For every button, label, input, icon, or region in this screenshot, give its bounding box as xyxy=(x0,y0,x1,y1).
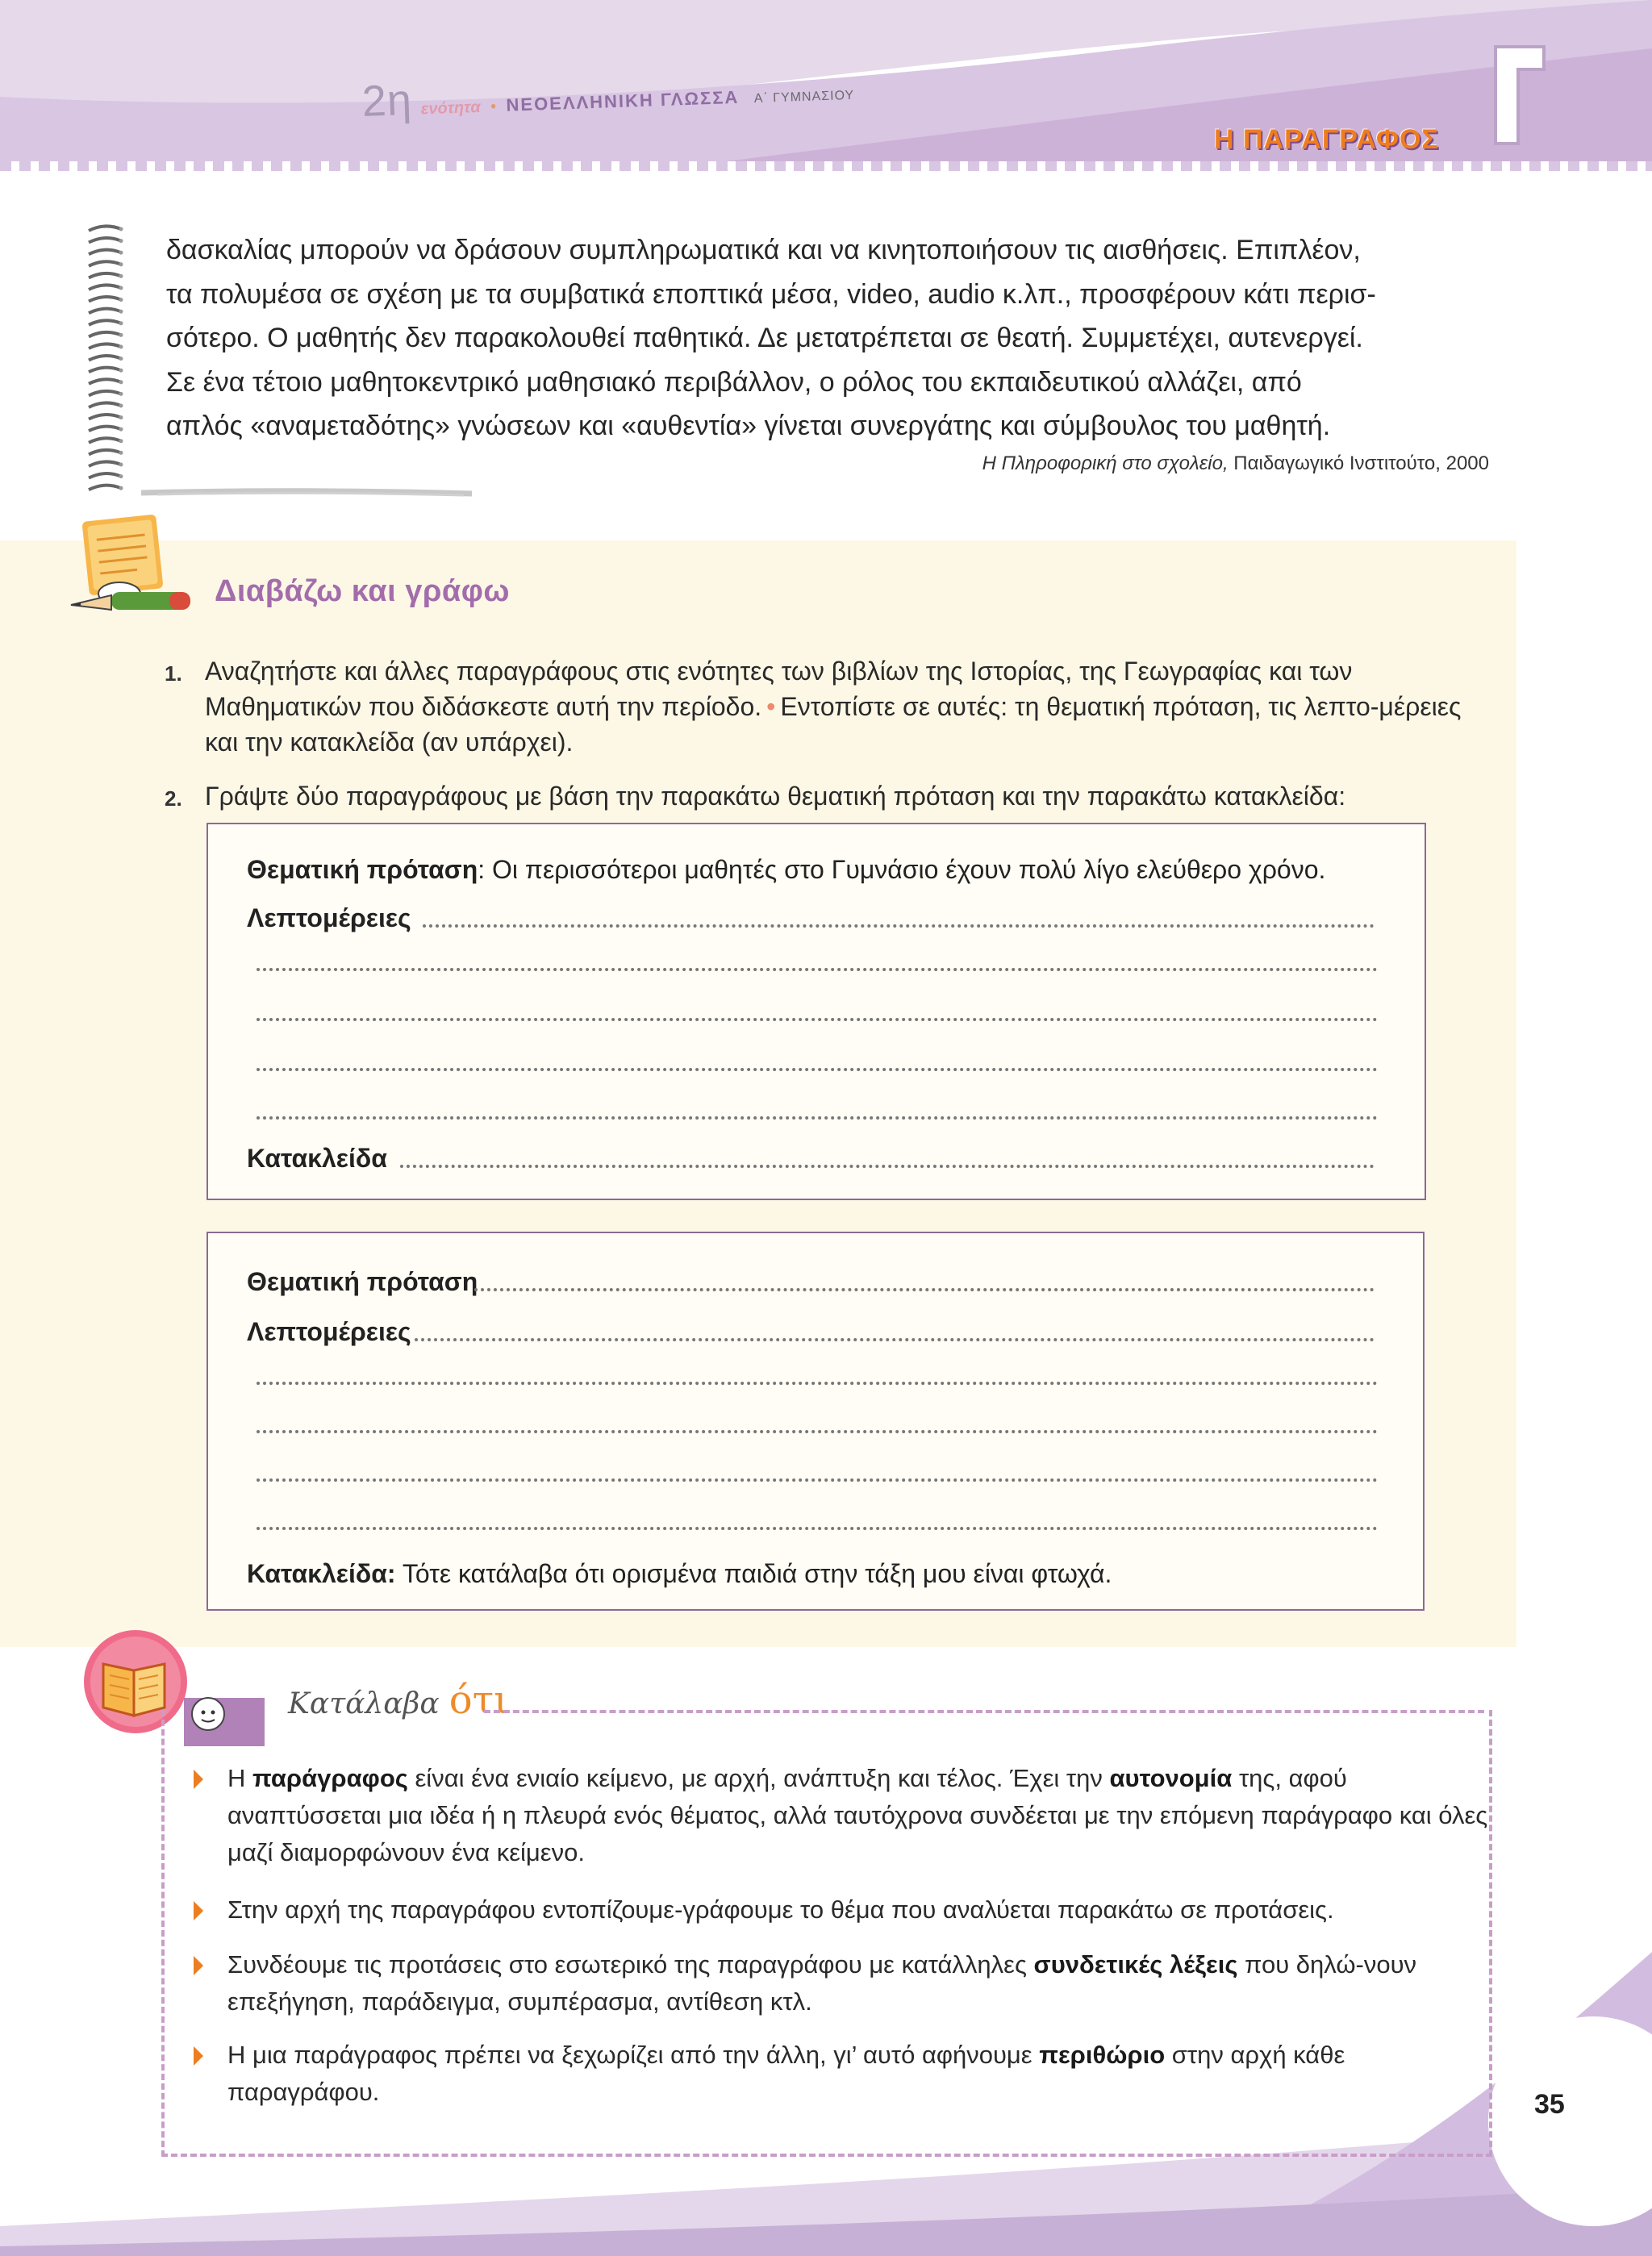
header-dashed-edge xyxy=(0,161,1652,173)
exercise-2-text: Γράψτε δύο παραγράφους με βάση την παρακάτω θεματική πρόταση και την παρακάτω κατακλείδα: xyxy=(205,782,1346,811)
intro-line: απλός «αναμεταδότης» γνώσεων και «αυθεντία» γίνεται συνεργάτης και σύμβουλος του μαθητή. xyxy=(166,411,1331,441)
box2-details-label: Λεπτομέρειες xyxy=(247,1317,411,1346)
intro-text xyxy=(166,228,1489,448)
box1-topic-label: Θεματική πρόταση xyxy=(247,855,478,884)
understood-item-text: Η μια παράγραφος πρέπει να ξεχωρίζει από την άλλη, γι’ αυτό αφήνουμε περιθώριο στην αρχή κάθε παραγράφου. xyxy=(227,2041,1345,2106)
bullet-marker-icon xyxy=(194,1770,203,1789)
box1-conclusion-row xyxy=(247,1144,1376,1174)
box2-conclusion-text: Τότε κατάλαβα ότι ορισμένα παιδιά στην τάξη μου είναι φτωχά. xyxy=(395,1559,1112,1588)
section-letter-icon xyxy=(1491,42,1549,148)
box1-details-row xyxy=(247,903,1376,933)
exercise-2-number: 2. xyxy=(165,786,182,811)
understood-item xyxy=(190,1891,1504,1929)
understood-title-highlight: ότι xyxy=(448,1678,509,1723)
box2-topic-dotted-line[interactable] xyxy=(474,1283,1375,1291)
box2-topic-row xyxy=(247,1267,1376,1297)
box1-details-dotted-line[interactable] xyxy=(423,919,1375,928)
grade-label: Α΄ ΓΥΜΝΑΣΙΟΥ xyxy=(753,88,855,106)
bullet-marker-icon xyxy=(194,2046,203,2066)
box2-details-dotted-line[interactable] xyxy=(415,1333,1375,1341)
understood-item xyxy=(190,1760,1504,1871)
exercise-1-text-b: Εντοπίστε σε αυτές: τη θεματική πρόταση, τις λεπτο-μέρειες και την κατακλείδα (αν υπάρχει). xyxy=(205,692,1462,757)
box1-conclusion-label: Κατακλείδα xyxy=(247,1144,387,1173)
exercise-1-text-a: Αναζητήστε και άλλες παραγράφους στις ενότητες των βιβλίων της Ιστορίας, της Γεωγραφίας και των Μαθηματικών που διδάσκεστε αυτή την περίοδο. xyxy=(205,657,1353,721)
box1-dotted-line[interactable] xyxy=(257,963,1378,971)
header-separator-dot: • xyxy=(490,98,497,116)
bullet-marker-icon xyxy=(194,1956,203,1975)
box1-topic-text: : Οι περισσότεροι μαθητές στο Γυμνάσιο έχουν πολύ λίγο ελεύθερο χρόνο. xyxy=(478,855,1326,884)
box1-dotted-line[interactable] xyxy=(257,1111,1378,1120)
understood-item xyxy=(190,1946,1504,2020)
understood-item xyxy=(190,2037,1504,2111)
box1-dotted-line[interactable] xyxy=(257,1063,1378,1071)
intro-line: τα πολυμέσα σε σχέση με τα συμβατικά εποπτικά μέσα, video, audio κ.λπ., προσφέρουν κάτι περισ- xyxy=(166,278,1376,310)
box2-dotted-line[interactable] xyxy=(257,1377,1378,1385)
paragraph-box-2 xyxy=(206,1232,1425,1611)
pencil-stroke-decoration xyxy=(141,487,472,498)
section-title: Η ΠΑΡΑΓΡΑΦΟΣ xyxy=(1214,124,1439,155)
understood-item-text: Συνδέουμε τις προτάσεις στο εσωτερικό της παραγράφου με κατάλληλες συνδετικές λέξεις που δηλώ-νουν επεξήγηση, παράδειγμα, συμπέρασμα, αντίθεση κτλ. xyxy=(227,1950,1417,2016)
box1-conclusion-dotted-line[interactable] xyxy=(400,1160,1375,1168)
source-publisher: Παιδαγωγικό Ινστιτούτο, 2000 xyxy=(1228,452,1489,474)
box2-dotted-line[interactable] xyxy=(257,1474,1378,1482)
source-citation xyxy=(982,452,1489,475)
subject-name: ΝΕΟΕΛΛΗΝΙΚΗ ΓΛΩΣΣΑ xyxy=(506,86,740,115)
box1-topic-row xyxy=(247,855,1325,885)
understood-item-text: Στην αρχή της παραγράφου εντοπίζουμε-γράφουμε το θέμα που αναλύεται παρακάτω σε προτάσεις. xyxy=(227,1895,1334,1924)
notebook-pencil-icon xyxy=(63,515,200,619)
paragraph-box-1 xyxy=(206,823,1426,1200)
box1-dotted-line[interactable] xyxy=(257,1013,1378,1021)
box2-dotted-line[interactable] xyxy=(257,1522,1378,1530)
understood-item-text: Η παράγραφος είναι ένα ενιαίο κείμενο, με αρχή, ανάπτυξη και τέλος. Έχει την αυτονομία της, αφού αναπτύσσεται μια ιδέα ή η πλευρά ενός θέματος, αλλά ταυτόχρονα συνδέεται με την επόμενη παράγραφο και όλες μαζί διαμορφώνουν ένα κείμενο. xyxy=(227,1764,1488,1866)
box2-conclusion-row xyxy=(247,1559,1112,1589)
exercise-1-bullet: • xyxy=(766,692,776,721)
unit-number: 2η xyxy=(361,75,414,127)
read-write-heading: Διαβάζω και γράφω xyxy=(215,574,510,608)
bullet-marker-icon xyxy=(194,1901,203,1920)
box2-topic-label: Θεματική πρόταση xyxy=(247,1267,478,1296)
exercise-1-text xyxy=(205,653,1463,760)
unit-word: ενότητα xyxy=(420,98,482,119)
source-title: Η Πληροφορική στο σχολείο, xyxy=(982,452,1229,474)
box2-dotted-line[interactable] xyxy=(257,1425,1378,1433)
understood-title: Κατάλαβα xyxy=(288,1687,440,1720)
box2-conclusion-label: Κατακλείδα: xyxy=(247,1559,396,1588)
box1-details-label: Λεπτομέρειες xyxy=(247,903,411,932)
exercise-1-number: 1. xyxy=(165,661,182,686)
intro-line: δασκαλίας μπορούν να δράσουν συμπληρωματικά και να κινητοποιήσουν τις αισθήσεις. Επιπλέον, xyxy=(166,235,1361,265)
intro-line: Σε ένα τέτοιο μαθητοκεντρικό μαθησιακό περιβάλλον, ο ρόλος του εκπαιδευτικού αλλάζει, από xyxy=(166,366,1302,398)
page-number: 35 xyxy=(1534,2089,1565,2120)
spiral-binding-icon xyxy=(84,219,126,498)
box2-details-row xyxy=(247,1317,1376,1347)
intro-line: σότερο. Ο μαθητής δεν παρακολουθεί παθητικά. Δε μετατρέπεται σε θεατή. Συμμετέχει, αυτενεργεί. xyxy=(166,323,1363,353)
